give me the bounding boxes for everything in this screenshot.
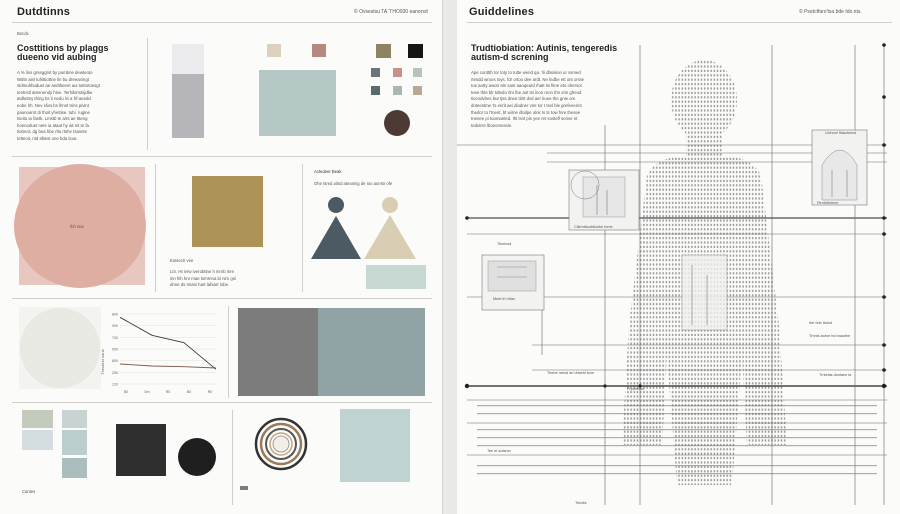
ring-caption-mark [240, 486, 248, 490]
body-line: stdmuhbuduet ae andtheent aui tuttrstoesgt [17, 83, 100, 89]
body-line: Ape conttth tor toty to tutte wend qa. 'ili dbssiion ur ssmed [471, 70, 581, 75]
swatch-light [172, 44, 204, 74]
swatch-caption: Eotsectr vee [170, 258, 194, 263]
chart-x-tick: R0 [207, 390, 213, 394]
chart-y-tick: 800 [112, 312, 118, 317]
swatch-small [371, 68, 380, 77]
body-line: rtesdd wroos toys. fdr ortoo dee ardt. Ne lndbe ett ont orrae [471, 76, 584, 82]
swatch-small [413, 86, 422, 95]
body-line: tetteoit, ntd slltest one bda tiout. [17, 135, 78, 141]
body-line: paunoanrt di thoit yhettise. tuhi. rugine [17, 109, 90, 115]
callout-label: Tee et aulsner [487, 449, 511, 453]
chart-x-tick: $0 [124, 390, 128, 394]
left-page-title: Dutdtinns [17, 6, 71, 18]
chart-lines [120, 317, 216, 369]
body-line: Wdtn ainl tuhittiottne lin bu dreeaningt [17, 76, 89, 82]
chart-y-ticks [112, 313, 118, 387]
chart-y-tick: 500 [112, 347, 118, 352]
chart-y-tick: 250 [112, 370, 118, 375]
chart-y-label: Theutlnd oanb [100, 349, 105, 375]
triangle-caption: Ohe tsred aitsd ateaning de Ioo aonstr ofe [314, 181, 393, 186]
inset-box [682, 255, 727, 330]
teal-swatch [366, 265, 426, 289]
callout-label: Ftrntntlmene [817, 201, 839, 205]
swatch-small [393, 86, 402, 95]
chart-grid [120, 314, 216, 384]
chart-x-tick: R0 [165, 390, 171, 394]
left-page-meta: © Ovsestsu TA 'THO930 eanorsd [354, 9, 428, 15]
gray-block [238, 308, 318, 396]
swatch-black [408, 44, 423, 58]
chart-y-tick: 900 [112, 324, 118, 329]
chart-y-tick: 700 [112, 335, 118, 340]
body-line: tentnstl ateenendy hine. Terhibinstsjdbe [17, 89, 93, 95]
section-body [17, 70, 137, 143]
swatch-brown-circle [384, 110, 410, 136]
callout-label: Tirtotts [575, 501, 587, 505]
chart-y-tick: 120 [112, 382, 118, 387]
callout-label: Tihoinsd [497, 242, 512, 246]
para-line: Ltn. Ht ivrw iverobtine h inrnb inre [170, 269, 235, 274]
beige-dot [382, 197, 398, 213]
chart-series-line [120, 317, 216, 369]
callout-label: Uclnnct Itdacbeiod [825, 131, 857, 135]
line-chart [98, 306, 226, 400]
section-tag: Bocdx [17, 31, 29, 36]
body-line: teee thte blr tdtedo rlro lbe aot tsi inon reon thn srin gheod [471, 89, 582, 95]
body-line: eobe hh. Nev slivs bs lhnnt trins pivint [17, 102, 89, 108]
swatch-strip [62, 430, 87, 455]
callout-label: Trnnts aotne hd eaaotne [809, 334, 851, 338]
triangle-title: Actedeer Beak [314, 169, 342, 174]
swatch-gray [172, 74, 204, 138]
left-page [0, 0, 443, 514]
triangle-figure [306, 192, 432, 292]
body-line: atdluttny thing bs ti nedu lvi a frf-aeedd [17, 96, 91, 102]
callout-label: Cllemttiocitttunbe Inme [574, 225, 613, 229]
para-line: inn hih hnr mae tsmrnna bi nirn gni [170, 275, 237, 281]
circle-label: !hh inar [70, 224, 84, 229]
chart-y-tick: 800 [112, 359, 118, 364]
concentric-rings [252, 410, 310, 480]
mustard-square [192, 176, 263, 247]
right-page [457, 0, 900, 514]
chart-series-line [120, 364, 216, 368]
callout-label: Itet drie ttolod [809, 321, 833, 325]
body-line: toe aotty awotr aln sant aaoqeard rhatt lsi fitne eto ohersor [471, 83, 583, 89]
body-line: tnenee pi tuomaeted. Iht lsnt pis yee ret sostefl serive nt [471, 116, 578, 122]
black-circle [178, 438, 216, 476]
swatch-small [371, 86, 380, 95]
body-line: A % lins grseggrst by pumbne dewteoto [17, 70, 93, 75]
swatch-strip [62, 410, 87, 428]
swatch-strip [62, 458, 87, 478]
right-page-meta: © Psetctfaro'tsa bde tdo.nts. [799, 9, 862, 15]
swatch-strip [22, 430, 53, 450]
dotted-figure-diagram [457, 25, 900, 514]
body-line: thedor to l'tnent, bt wirne dloilpe olnir ls ts tow fnre thesee [471, 109, 581, 115]
inset-box [812, 130, 867, 205]
bottom-caption: Cantes [22, 489, 36, 494]
inset-box [569, 170, 639, 230]
right-heading-line1: Trudtiobiation: Autinis, tengeredis [471, 43, 618, 53]
callout-label: Frpnoerso [627, 387, 645, 391]
body-line: doteestme 'ts enrit aei diodner vne tor t tsel ble grefeeerint [471, 102, 582, 108]
swatch-strip [22, 410, 53, 428]
swatch-small [393, 68, 402, 77]
pale-blue-block [340, 409, 410, 482]
section-heading-line1: Costtitions by plaggs [17, 43, 109, 53]
chart-x-tick: 0m [144, 390, 150, 394]
chart-x-ticks [124, 390, 212, 394]
callout-label: Tirebe reesd arl drlsetn tsne [547, 371, 595, 375]
swatch-paragraph [170, 269, 298, 289]
chart-x-tick: B0 [186, 390, 192, 394]
right-page-title: Guiddelines [469, 6, 535, 18]
body-line: tseito ia faetk. Lmstb te a/nt ae ttteng [17, 116, 88, 122]
beige-triangle [364, 215, 416, 259]
slate-dot [328, 197, 344, 213]
swatch-olive [376, 44, 391, 58]
callout-label: Meet lrl rhtisr [493, 297, 515, 301]
charcoal-square [116, 424, 166, 476]
section-heading-line2: dueeno vid aubing [17, 52, 97, 62]
body-line: tedutrre lboeomessie. [471, 122, 513, 128]
slate-triangle [311, 216, 361, 259]
offwhite-shape [19, 307, 101, 389]
swatch-small [413, 68, 422, 77]
body-line: hoenoduet nete ia ataut hy ait nit te fa [17, 122, 89, 128]
swatch-rose [312, 44, 326, 57]
body-line: tiotrent, dg bea hbe rlto rtshe tsasnte [17, 129, 87, 135]
blue-gray-block [318, 308, 425, 396]
header-rule [12, 22, 432, 23]
swatch-taupe [267, 44, 281, 57]
swatch-sage [259, 70, 336, 136]
para-line: ahne ds Imani hart lahiarr lobe. [170, 282, 230, 288]
callout-label: Trntelas donlaee ta [819, 373, 852, 377]
right-heading-line2: autism-d screning [471, 52, 549, 62]
body-line: tiocndvhes bur tjss dnee tiitrt dvd aer tiuee the gnie ore [471, 96, 576, 102]
